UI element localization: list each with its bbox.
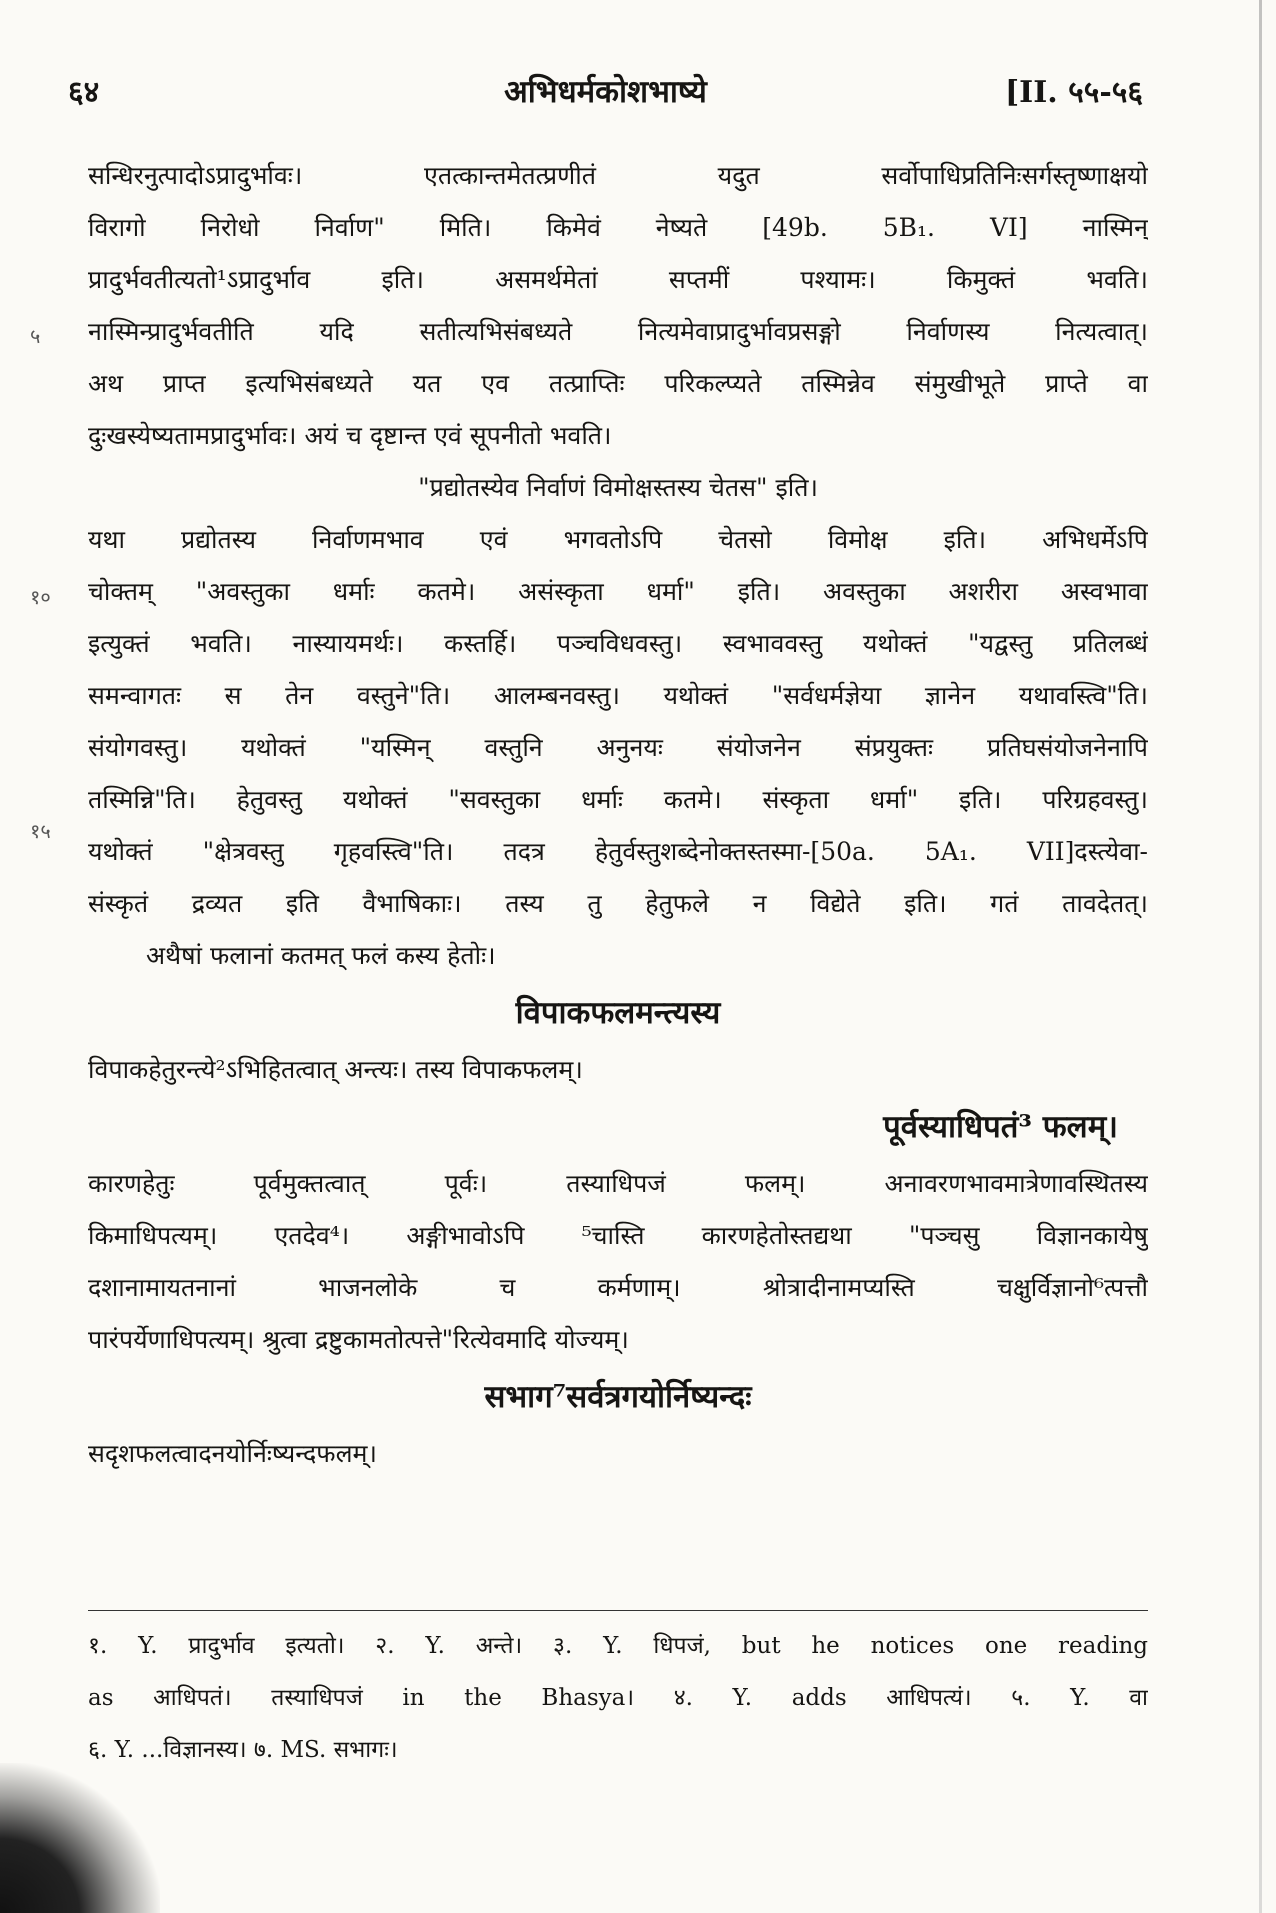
margin-line-number: १५: [30, 819, 51, 843]
text-line: दशानामायतनानां भाजनलोके च कर्मणाम्। श्रोत्रादीनामप्यस्ति चक्षुर्विज्ञानो⁶त्पत्तौ: [88, 1273, 1148, 1302]
footnote-line: १. Y. प्रादुर्भाव इत्यतो। २. Y. अन्ते। ३. Y. धिपजं, but he notices one reading: [88, 1633, 1148, 1659]
text-line: यथोक्तं "क्षेत्रवस्तु गृहवस्त्वि"ति। तदत्र हेतुर्वस्तुशब्देनोक्तस्तस्मा-[50a. 5A₁. VII]दस्त्येवा-: [88, 837, 1148, 866]
text-line: विपाकहेतुरन्त्ये²ऽभिहितत्वात् अन्त्यः। तस्य विपाकफलम्।: [88, 1055, 583, 1084]
text-line: विरागो निरोधो निर्वाण" मिति। किमेवं नेष्यते [49b. 5B₁. VI] नास्मिन्: [88, 213, 1148, 242]
verse-heading: सभाग⁷सर्वत्रगयोर्निष्यन्दः: [484, 1379, 752, 1415]
footnote-rule: [88, 1610, 1148, 1611]
text-line: किमाधिपत्यम्। एतदेव⁴। अङ्गीभावोऽपि ⁵चास्ति कारणहेतोस्तद्यथा "पञ्चसु विज्ञानकायेषु: [88, 1221, 1148, 1250]
text-line: संस्कृतं द्रव्यत इति वैभाषिकाः। तस्य तु हेतुफले न विद्येते इति। गतं तावदेतत्।: [88, 889, 1148, 918]
scan-edge-shadow: [1259, 0, 1262, 1913]
verse-heading: विपाकफलमन्त्यस्य: [515, 995, 721, 1031]
page-header: [68, 70, 1143, 130]
text-line: दुःखस्येष्यतामप्रादुर्भावः। अयं च दृष्टान्त एवं सूपनीतो भवति।: [88, 421, 612, 450]
text-line: संयोगवस्तु। यथोक्तं "यस्मिन् वस्तुनि अनुनयः संयोजनेन संप्रयुक्तः प्रतिघसंयोजनेनापि: [88, 733, 1148, 762]
margin-line-number: १०: [30, 585, 51, 609]
text-line: तस्मिन्नि"ति। हेतुवस्तु यथोक्तं "सवस्तुका धर्माः कतमे। संस्कृता धर्मा" इति। परिग्रहवस्तु।: [88, 785, 1148, 814]
quotation-line: "प्रद्योतस्येव निर्वाणं विमोक्षस्तस्य चेतस" इति।: [418, 473, 818, 502]
page-number: ६४: [68, 75, 100, 110]
text-line: प्रादुर्भवतीत्यतो¹ऽप्रादुर्भाव इति। असमर्थमेतां सप्तमीं पश्यामः। किमुक्तं भवति।: [88, 265, 1148, 294]
verse-heading: पूर्वस्याधिपतं³ फलम्।: [883, 1109, 1118, 1145]
text-line: पारंपर्येणाधिपत्यम्। श्रुत्वा द्रष्टुकामतोत्पत्ते"रित्येवमादि योज्यम्।: [88, 1325, 629, 1354]
running-title: अभिधर्मकोशभाष्ये: [504, 74, 707, 110]
footnote-line: as आधिपतं। तस्याधिपजं in the Bhasya। ४. Y. adds आधिपत्यं। ५. Y. वा: [88, 1685, 1148, 1711]
footnotes: [88, 1620, 1148, 1776]
text-line: चोक्तम् "अवस्तुका धर्माः कतमे। असंस्कृता धर्मा" इति। अवस्तुका अशरीरा अस्वभावा: [88, 577, 1148, 606]
text-line: सन्धिरनुत्पादोऽप्रादुर्भावः। एतत्कान्तमेतत्प्रणीतं यदुत सर्वोपाधिप्रतिनिःसर्गस्तृष्णाक्षयो: [88, 161, 1148, 190]
text-line: इत्युक्तं भवति। नास्यायमर्थः। कस्तर्हि। पञ्चविधवस्तु। स्वभाववस्तु यथोक्तं "यद्वस्तु प्रतिलब्धं: [88, 629, 1148, 658]
text-line: समन्वागतः स तेन वस्तुने"ति। आलम्बनवस्तु। यथोक्तं "सर्वधर्मज्ञेया ज्ञानेन यथावस्त्वि"ति।: [88, 681, 1148, 710]
margin-line-number: ५: [30, 324, 41, 348]
text-line: कारणहेतुः पूर्वमुक्तत्वात् पूर्वः। तस्याधिपजं फलम्। अनावरणभावमात्रेणावस्थितस्य: [88, 1169, 1148, 1198]
text-line: अथैषां फलानां कतमत् फलं कस्य हेतोः।: [146, 941, 496, 970]
scan-corner-shadow: [0, 1763, 160, 1913]
text-line: यथा प्रद्योतस्य निर्वाणमभाव एवं भगवतोऽपि चेतसो विमोक्ष इति। अभिधर्मेऽपि: [88, 525, 1148, 554]
section-reference: [II. ५५-५६: [1004, 75, 1143, 110]
main-text: [88, 150, 1148, 1480]
footnote-line: ६. Y. ...विज्ञानस्य। ७. MS. सभागः।: [88, 1737, 398, 1763]
text-line: सदृशफलत्वादनयोर्निःष्यन्दफलम्।: [88, 1439, 377, 1468]
text-line: नास्मिन्प्रादुर्भवतीति यदि सतीत्यभिसंबध्यते नित्यमेवाप्रादुर्भावप्रसङ्गो निर्वाणस्य नित्यत्वात्।: [88, 317, 1148, 346]
text-line: अथ प्राप्त इत्यभिसंबध्यते यत एव तत्प्राप्तिः परिकल्प्यते तस्मिन्नेव संमुखीभूते प्राप्ते वा: [88, 369, 1148, 398]
